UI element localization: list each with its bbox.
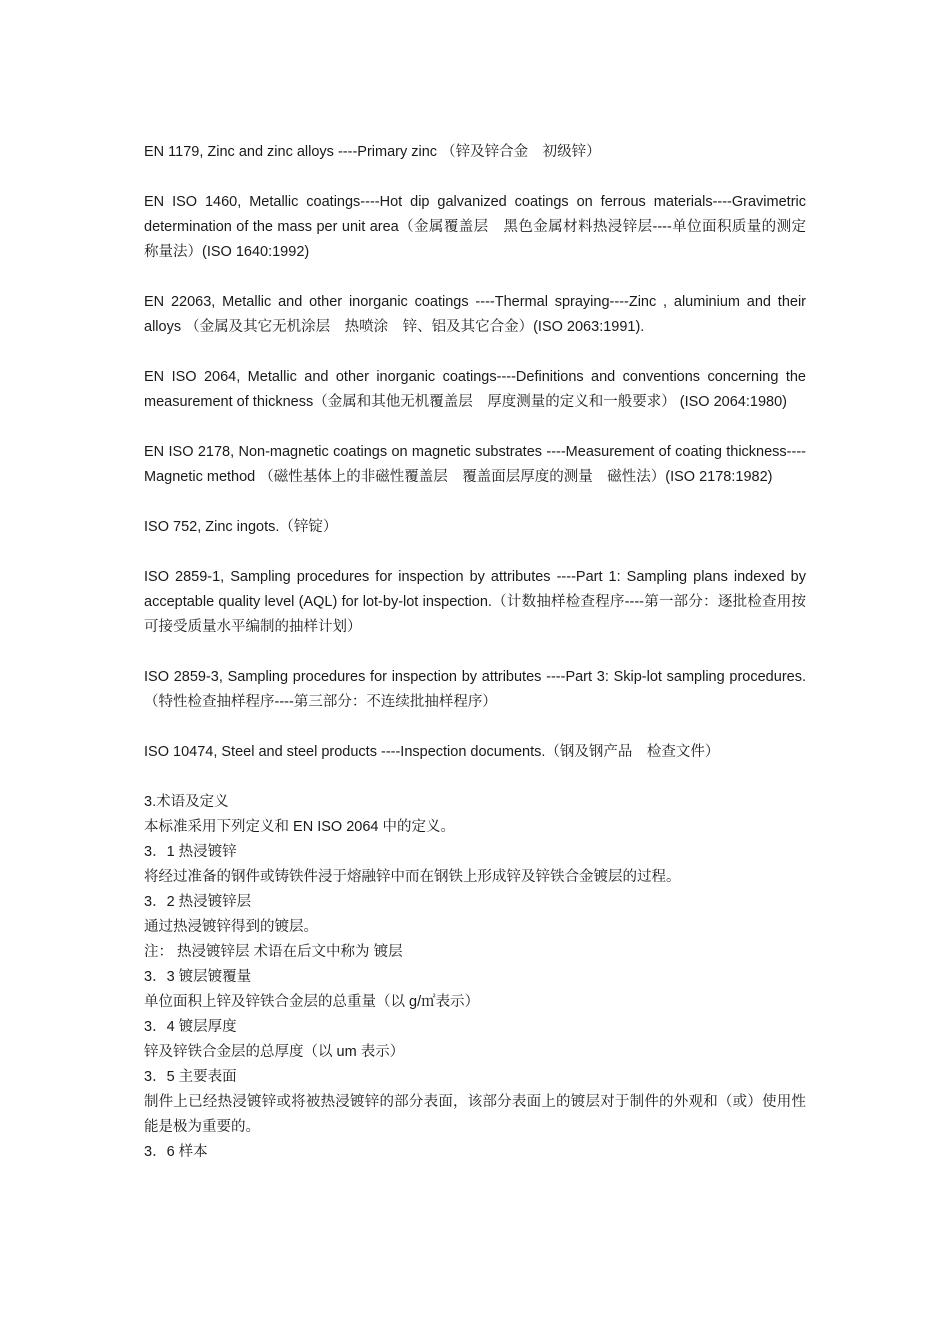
reference-en-iso-1460: EN ISO 1460, Metallic coatings----Hot dip galvanized coatings on ferrous materials----Gravimetric determination of the mass per unit area（金属覆盖层 黑色金属材料热浸锌层----单位面积质量的测定 称量法）(ISO 1640:1992) [144,194,821,260]
reference-iso-752: ISO 752, Zinc ingots.（锌锭） [144,519,338,535]
reference-en-iso-2178: EN ISO 2178, Non-magnetic coatings on magnetic substrates ----Measurement of coating thickness----Magnetic method （磁性基体上的非磁性覆盖层 覆盖面层厚度的测量 磁性法）(ISO 2178:1982) [144,444,806,485]
reference-iso-2859-1: ISO 2859-1, Sampling procedures for inspection by attributes ----Part 1: Sampling plans indexed by acceptable quality level (AQL) for lot-by-lot inspection.（计数抽样检查程序----第一部分：逐批检查用按可接受质量水平编制的抽样计划） [144,569,806,635]
term-title-coating-mass: 3．3 镀层镀覆量 [144,969,252,985]
reference-en-iso-2064: EN ISO 2064, Metallic and other inorganic coatings----Definitions and conventions concerning the measurement of thickness（金属和其他无机覆盖层 厚度测量的定义和一般要求） (ISO 2064:1980) [144,369,806,410]
term-title-sample: 3．6 样本 [144,1144,208,1160]
reference-iso-2859-3: ISO 2859-3, Sampling procedures for inspection by attributes ----Part 3: Skip-lot sampling procedures.（特性检查抽样程序----第三部分：不连续批抽样程序） [144,669,806,710]
reference-en-1179: EN 1179, Zinc and zinc alloys ----Primary zinc （锌及锌合金 初级锌） [144,144,601,160]
document-page [144,140,821,1165]
term-title-hot-dip-galvanizing: 3．1 热浸镀锌 [144,844,237,860]
reference-iso-10474: ISO 10474, Steel and steel products ----Inspection documents.（钢及钢产品 检查文件） [144,744,720,760]
term-definition-significant-surface: 制件上已经热浸镀锌或将被热浸镀锌的部分表面，该部分表面上的镀层对于制件的外观和（或）使用性能是极为重要的。 [144,1094,806,1135]
term-definition-hot-dip-galvanizing: 将经过准备的钢件或铸铁件浸于熔融锌中而在钢铁上形成锌及锌铁合金镀层的过程。 [144,869,681,885]
section-heading: 3.术语及定义 [144,794,229,810]
term-definition-coating-thickness: 锌及锌铁合金层的总厚度（以 um 表示） [144,1044,405,1060]
term-title-galvanized-coating: 3．2 热浸镀锌层 [144,894,252,910]
term-definition-galvanized-coating: 通过热浸镀锌得到的镀层。 [144,919,318,935]
term-definition-coating-mass: 单位面积上锌及锌铁合金层的总重量（以 g/㎡表示） [144,994,480,1010]
term-note-galvanized-coating: 注： 热浸镀锌层 术语在后文中称为 镀层 [144,944,403,960]
term-title-significant-surface: 3．5 主要表面 [144,1069,237,1085]
section-intro: 本标准采用下列定义和 EN ISO 2064 中的定义。 [144,819,455,835]
term-title-coating-thickness: 3．4 镀层厚度 [144,1019,237,1035]
reference-en-22063: EN 22063, Metallic and other inorganic coatings ----Thermal spraying----Zinc , aluminium and their alloys （金属及其它无机涂层 热喷涂 锌、铝及其它合金）(ISO 2063:1991). [144,294,806,335]
